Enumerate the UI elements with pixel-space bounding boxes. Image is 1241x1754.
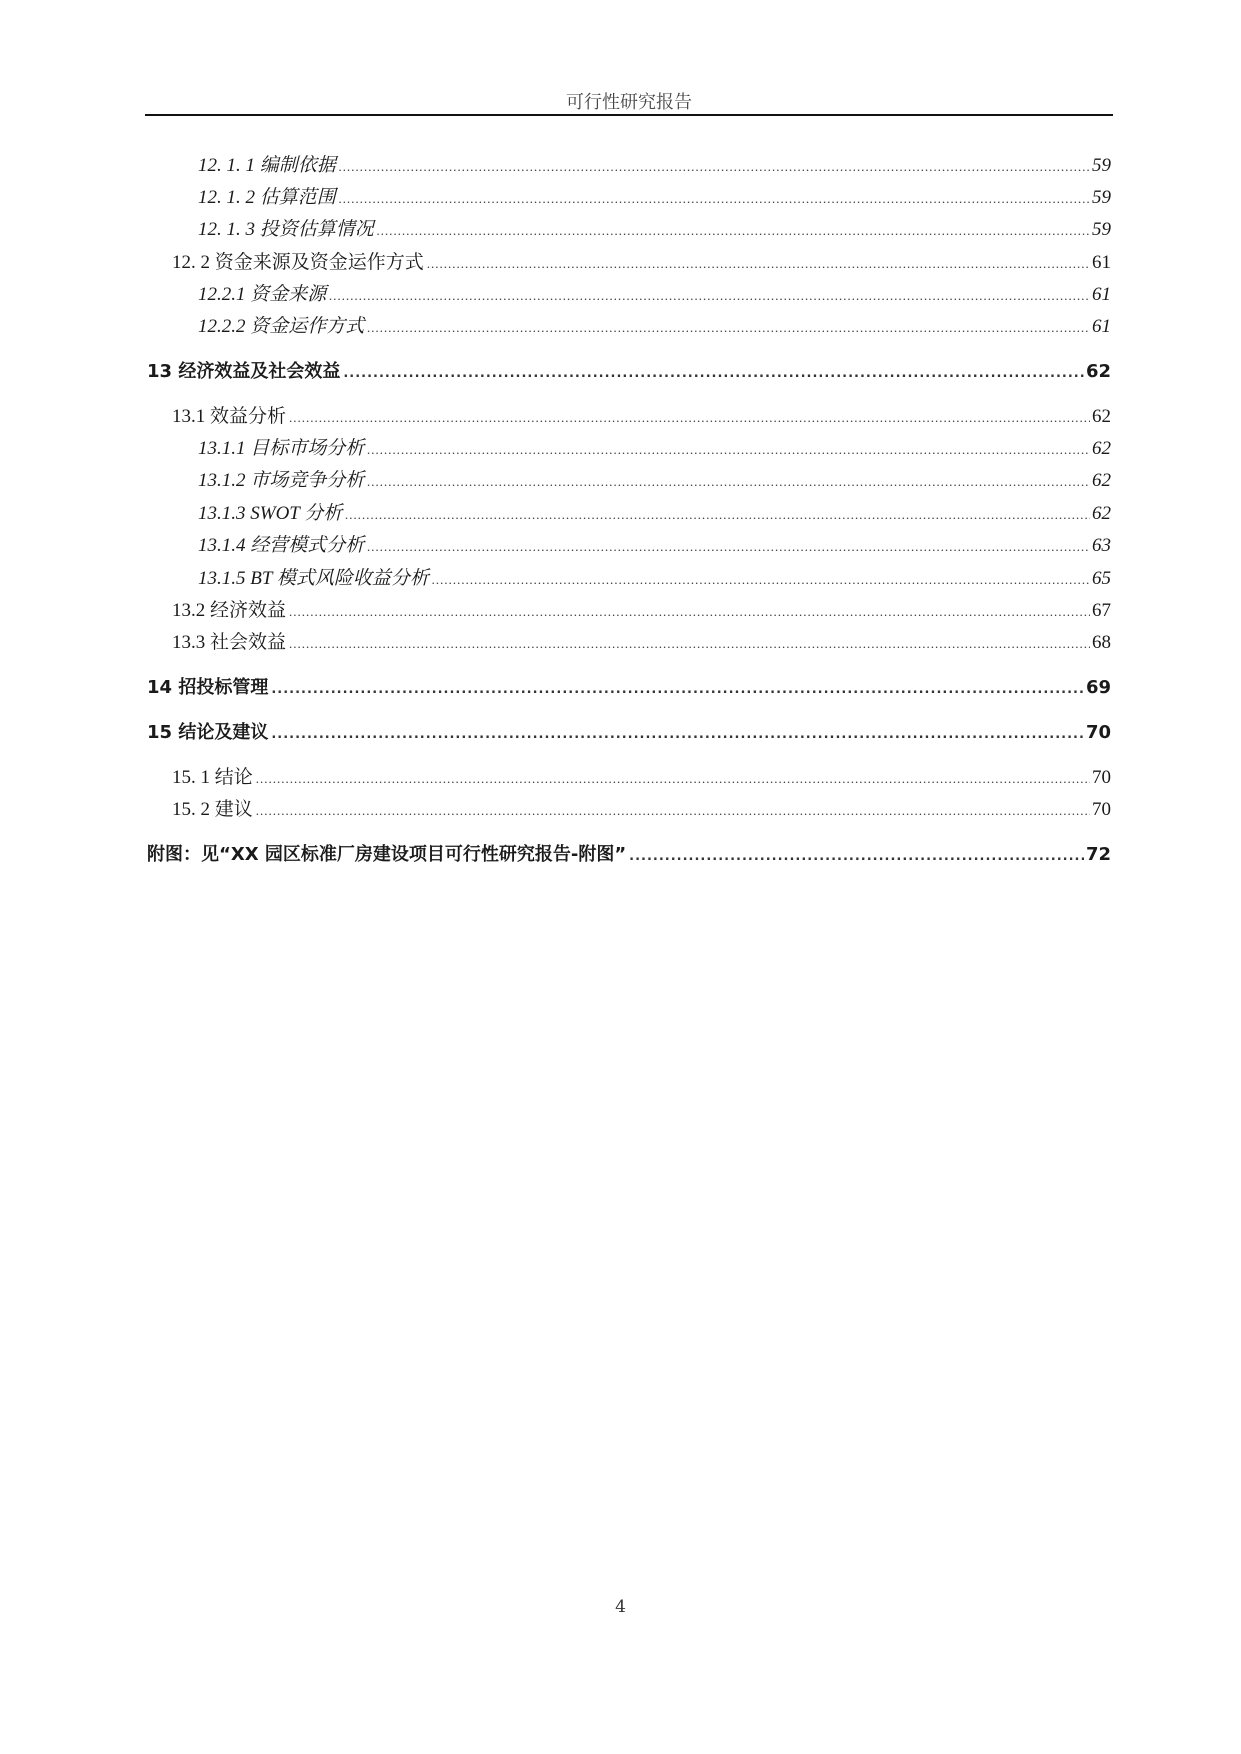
toc-dot-leader	[343, 361, 1084, 387]
toc-entry-page: 62	[1092, 503, 1111, 524]
toc-entry-14[interactable]	[147, 675, 1111, 701]
toc-entry-title: 13.1.4 经营模式分析	[198, 535, 365, 556]
toc-dot-leader	[339, 154, 1090, 180]
toc-entry-page: 68	[1092, 632, 1111, 653]
running-header: 可行性研究报告	[566, 92, 692, 113]
toc-dot-leader	[329, 283, 1090, 309]
toc-dot-leader	[432, 567, 1090, 593]
toc-entry-page: 63	[1092, 535, 1111, 556]
toc-dot-leader	[271, 677, 1084, 703]
toc-dot-leader	[256, 798, 1090, 824]
toc-dot-leader	[629, 844, 1084, 870]
toc-entry-title: 15 结论及建议	[147, 722, 269, 743]
toc-entry-title: 12. 1. 1 编制依据	[198, 155, 336, 176]
toc-dot-leader	[427, 251, 1090, 277]
toc-entry-title: 13.1 效益分析	[172, 406, 287, 427]
toc-entry-15[interactable]	[147, 720, 1111, 746]
toc-entry-title: 13.1.5 BT 模式风险收益分析	[198, 568, 429, 589]
toc-entry-title: 13.2 经济效益	[172, 600, 287, 621]
toc-entry-15-1[interactable]	[172, 765, 1111, 791]
toc-entry-page: 70	[1092, 799, 1111, 820]
header-rule	[145, 114, 1113, 116]
toc-entry-page: 62	[1092, 470, 1111, 491]
toc-entry-title: 13.1.2 市场竞争分析	[198, 470, 365, 491]
toc-entry-page: 67	[1092, 600, 1111, 621]
toc-entry-13-1-4[interactable]	[198, 533, 1111, 559]
toc-entry-page: 70	[1085, 722, 1111, 743]
toc-entry-page: 69	[1085, 677, 1111, 698]
page-number: 4	[615, 1597, 626, 1617]
toc-dot-leader	[271, 722, 1084, 748]
toc-dot-leader	[367, 469, 1090, 495]
toc-entry-page: 61	[1092, 316, 1111, 337]
toc-entry-page: 59	[1092, 219, 1111, 240]
toc-entry-page: 61	[1092, 284, 1111, 305]
toc-entry-title: 14 招投标管理	[147, 677, 269, 698]
toc-entry-page: 65	[1092, 568, 1111, 589]
toc-dot-leader	[367, 315, 1090, 341]
toc-entry-title: 15. 2 建议	[172, 799, 253, 820]
toc-entry-page: 59	[1092, 155, 1111, 176]
toc-dot-leader	[377, 218, 1090, 244]
toc-entry-page: 70	[1092, 767, 1111, 788]
toc-entry-13[interactable]	[147, 359, 1111, 385]
toc-entry-title: 13.1.1 目标市场分析	[198, 438, 365, 459]
toc-entry-title: 12. 2 资金来源及资金运作方式	[172, 252, 424, 273]
toc-entry-13-2[interactable]	[172, 598, 1111, 624]
toc-entry-12-1-1[interactable]	[198, 153, 1111, 179]
toc-entry-page: 62	[1085, 361, 1111, 382]
toc-entry-title: 13.3 社会效益	[172, 632, 287, 653]
toc-entry-12-1-2[interactable]	[198, 185, 1111, 211]
toc-entry-title: 12.2.1 资金来源	[198, 284, 327, 305]
toc-dot-leader	[289, 631, 1090, 657]
toc-dot-leader	[367, 437, 1090, 463]
toc-entry-12-1-3[interactable]	[198, 217, 1111, 243]
toc-entry-page: 62	[1092, 406, 1111, 427]
toc-entry-title: 12. 1. 3 投资估算情况	[198, 219, 374, 240]
toc-entry-13-1-2[interactable]	[198, 468, 1111, 494]
toc-entry-title: 附图：见“XX 园区标准厂房建设项目可行性研究报告-附图”	[147, 844, 627, 865]
toc-entry-12-2-2[interactable]	[198, 314, 1111, 340]
toc-entry-13-3[interactable]	[172, 630, 1111, 656]
toc-entry-page: 61	[1092, 252, 1111, 273]
toc-entry-12-2[interactable]	[172, 250, 1111, 276]
toc-entry-13-1-3[interactable]	[198, 501, 1111, 527]
toc-entry-page: 72	[1085, 844, 1111, 865]
toc-dot-leader	[289, 599, 1090, 625]
toc-entry-title: 15. 1 结论	[172, 767, 253, 788]
toc-entry-title: 12. 1. 2 估算范围	[198, 187, 336, 208]
toc-dot-leader	[345, 502, 1090, 528]
toc-entry-13-1-1[interactable]	[198, 436, 1111, 462]
toc-entry-13-1-5[interactable]	[198, 566, 1111, 592]
toc-entry-15-2[interactable]	[172, 797, 1111, 823]
toc-entry-title: 13 经济效益及社会效益	[147, 361, 341, 382]
toc-dot-leader	[256, 766, 1090, 792]
toc-entry-title: 12.2.2 资金运作方式	[198, 316, 365, 337]
toc-dot-leader	[339, 186, 1090, 212]
toc-dot-leader	[367, 534, 1090, 560]
toc-entry-title: 13.1.3 SWOT 分析	[198, 503, 343, 524]
toc-dot-leader	[289, 405, 1090, 431]
toc-entry-page: 59	[1092, 187, 1111, 208]
toc-entry-12-2-1[interactable]	[198, 282, 1111, 308]
toc-entry-appendix[interactable]	[147, 842, 1111, 868]
toc-entry-page: 62	[1092, 438, 1111, 459]
toc-entry-13-1[interactable]	[172, 404, 1111, 430]
